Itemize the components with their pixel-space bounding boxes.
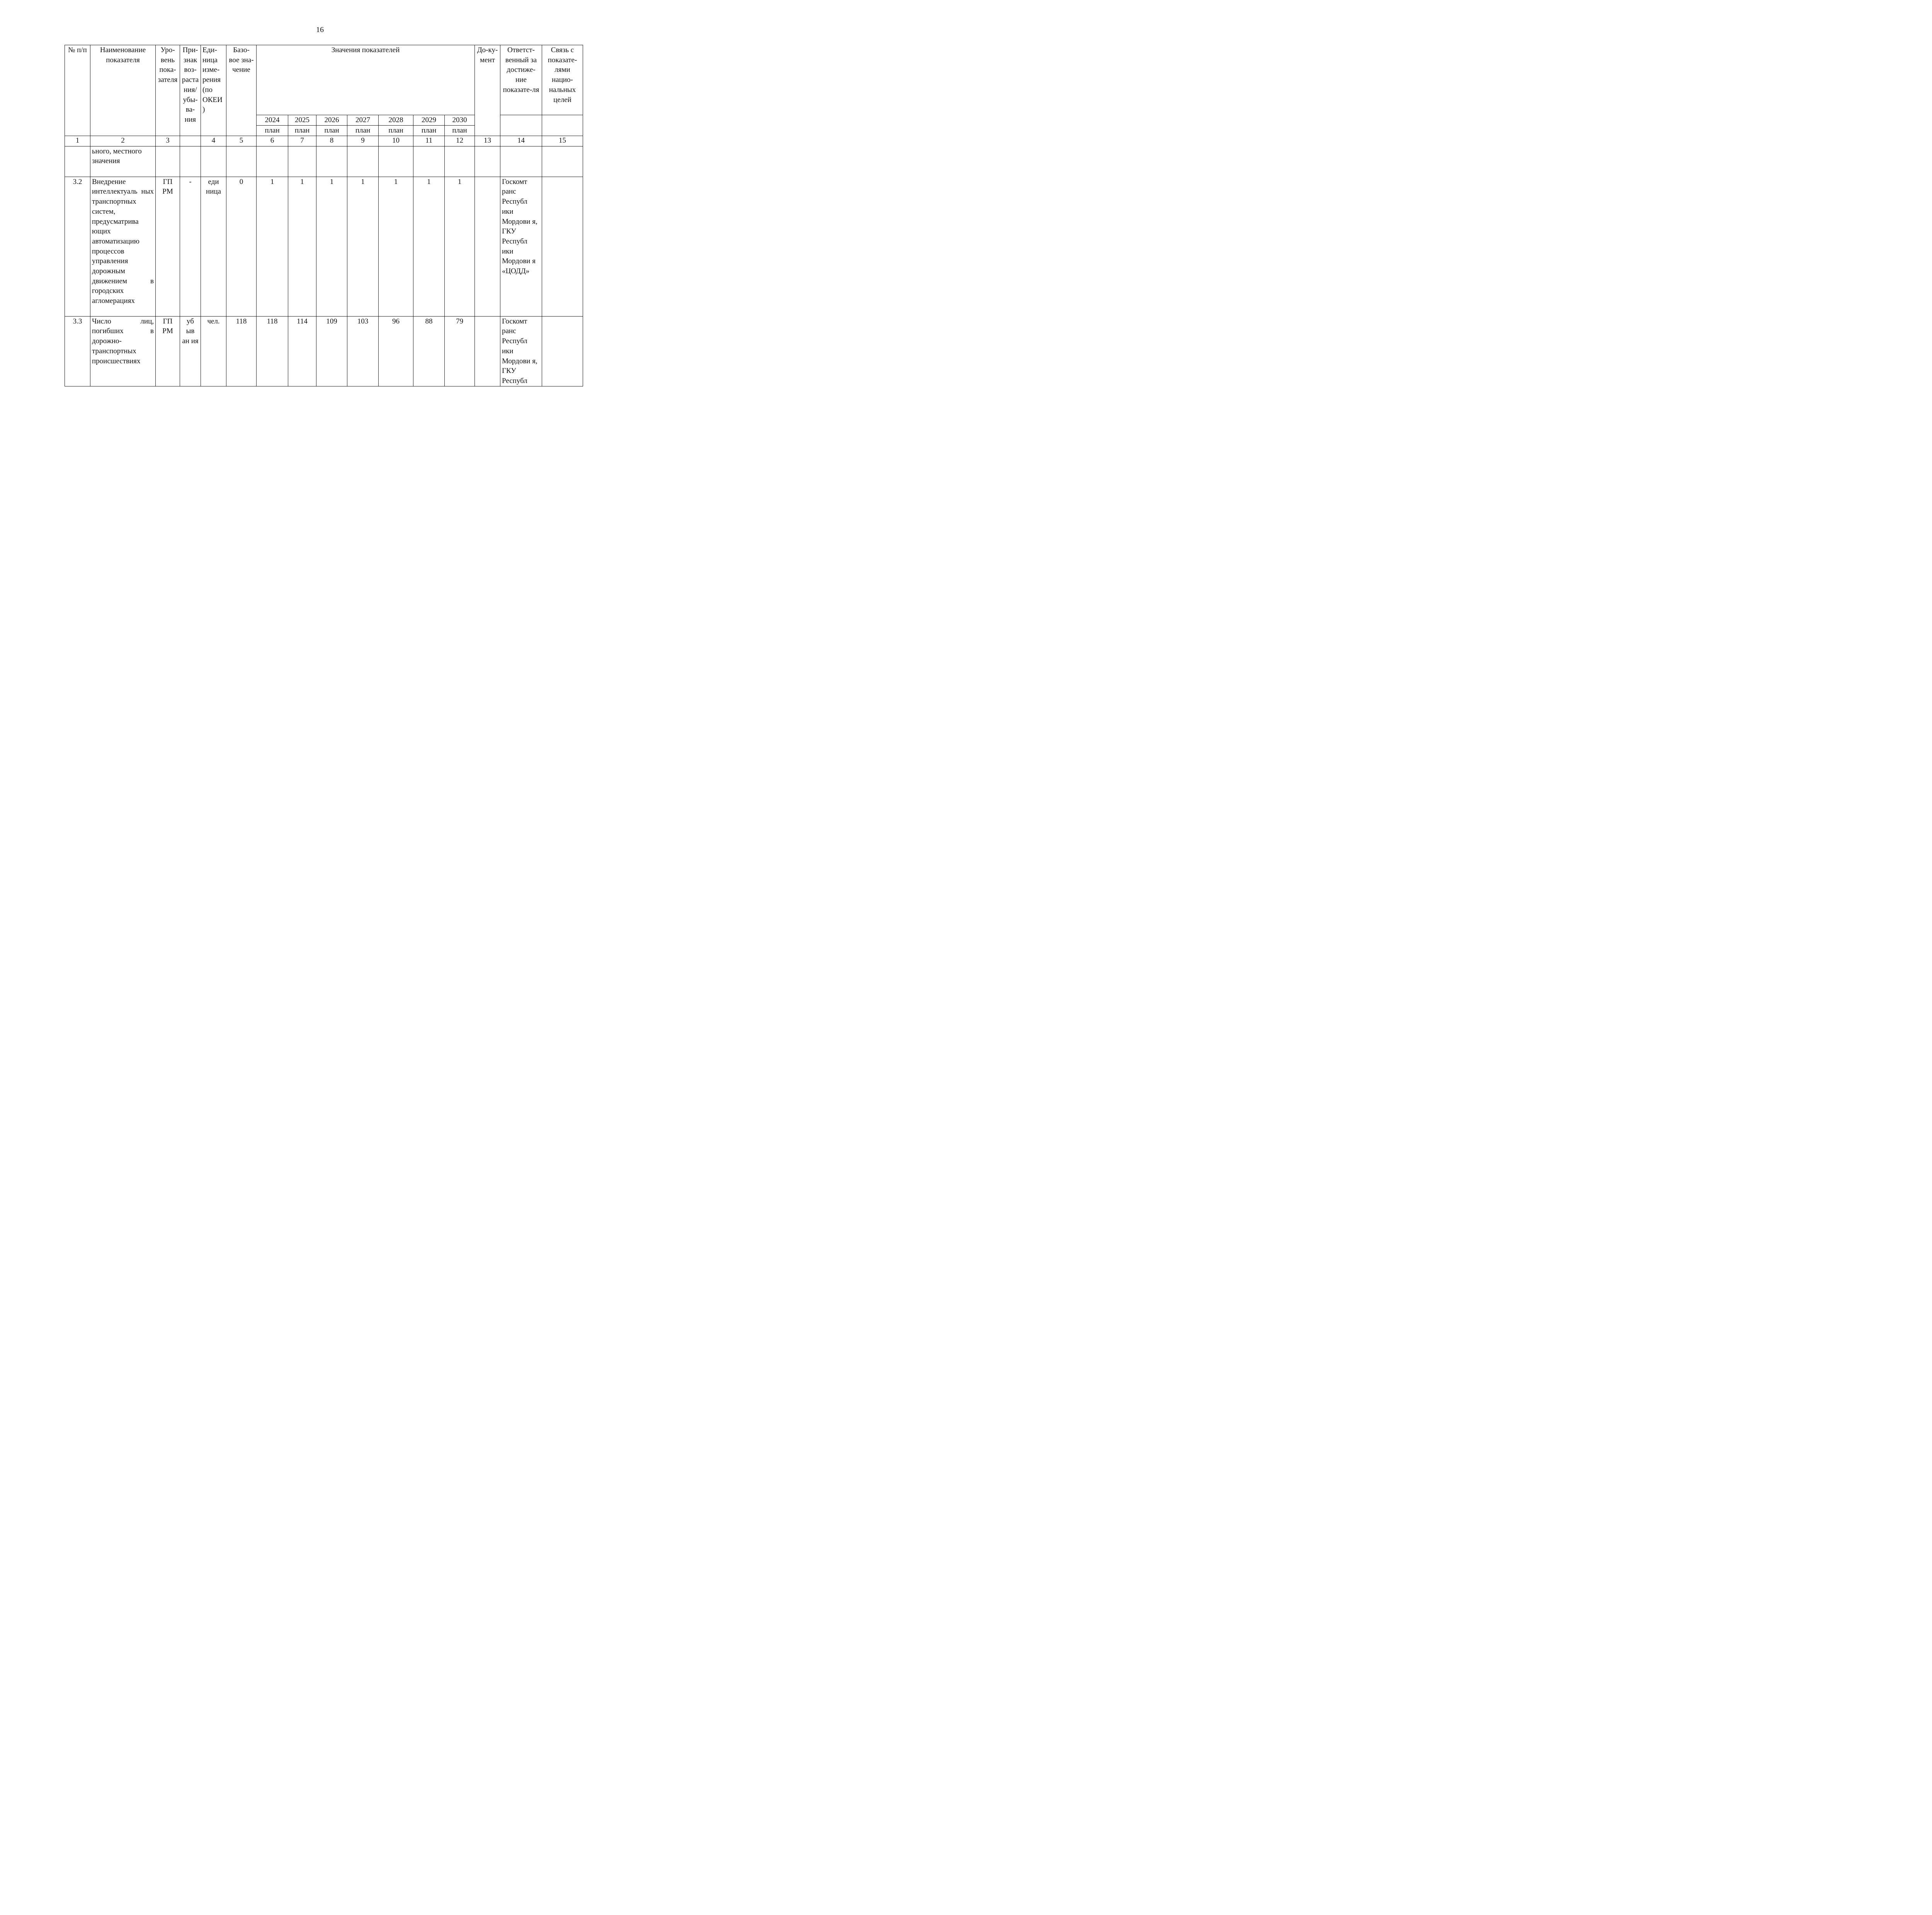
indicator-unit: еди ница: [201, 177, 226, 316]
indicator-link: [542, 316, 583, 386]
indicator-document: [475, 177, 500, 316]
indicator-base: 0: [226, 177, 257, 316]
column-number: 7: [288, 136, 316, 146]
value-2029: 1: [413, 177, 445, 316]
indicator-unit: [201, 146, 226, 177]
header-document: До-ку-мент: [475, 45, 500, 136]
indicators-table: [65, 45, 583, 386]
table-row: [65, 146, 583, 177]
indicator-link: [542, 146, 583, 177]
indicator-base: 118: [226, 316, 257, 386]
column-number: 9: [347, 136, 379, 146]
indicator-responsible: Госкомт ранс Республ ики Мордови я, ГКУ Республ ики Мордови я «ЦОДД»: [500, 177, 542, 316]
indicator-document: [475, 146, 500, 177]
year-2025: 2025: [288, 115, 316, 126]
column-number: 5: [226, 136, 257, 146]
column-number: 4: [201, 136, 226, 146]
year-2030: 2030: [445, 115, 475, 126]
indicator-name: ьного, местного значения: [90, 146, 156, 177]
column-number: 2: [90, 136, 156, 146]
indicator-link: [542, 177, 583, 316]
value-2027: [347, 146, 379, 177]
indicator-sign: уб ыв ан ия: [180, 316, 201, 386]
year-2026: 2026: [316, 115, 347, 126]
header-unit: Еди-ница изме-рения (по ОКЕИ ): [201, 45, 226, 136]
year-2024: 2024: [257, 115, 288, 126]
indicator-responsible: [500, 146, 542, 177]
indicator-sign: [180, 146, 201, 177]
column-number: 13: [475, 136, 500, 146]
header-base: Базо-вое зна-чение: [226, 45, 257, 136]
header-link-blank: [542, 115, 583, 136]
value-2025: 114: [288, 316, 316, 386]
indicator-name: Число лиц, погибших в дорожно-транспортных происшествиях: [90, 316, 156, 386]
column-number: [180, 136, 201, 146]
column-number: 15: [542, 136, 583, 146]
indicator-responsible: Госкомт ранс Республ ики Мордови я, ГКУ Республ: [500, 316, 542, 386]
row-number: [65, 146, 90, 177]
column-number: 11: [413, 136, 445, 146]
year-2028: 2028: [379, 115, 413, 126]
year-2029: 2029: [413, 115, 445, 126]
value-2024: 118: [257, 316, 288, 386]
value-2030: 79: [445, 316, 475, 386]
value-2024: [257, 146, 288, 177]
plan-label: план: [379, 126, 413, 136]
value-2030: 1: [445, 177, 475, 316]
column-number: 10: [379, 136, 413, 146]
value-2026: [316, 146, 347, 177]
value-2028: 1: [379, 177, 413, 316]
plan-label: план: [316, 126, 347, 136]
value-2027: 103: [347, 316, 379, 386]
value-2029: 88: [413, 316, 445, 386]
header-responsible-blank: [500, 115, 542, 136]
value-2027: 1: [347, 177, 379, 316]
plan-label: план: [413, 126, 445, 136]
indicator-level: [156, 146, 180, 177]
column-number: 14: [500, 136, 542, 146]
page-number: 16: [316, 26, 324, 34]
indicator-level: ГП РМ: [156, 316, 180, 386]
value-2024: 1: [257, 177, 288, 316]
header-no: № п/п: [65, 45, 90, 136]
header-sign: При-знак воз-раста ния/ убы-ва-ния: [180, 45, 201, 136]
table-row: [65, 316, 583, 386]
row-number: 3.2: [65, 177, 90, 316]
row-number: 3.3: [65, 316, 90, 386]
indicator-sign: -: [180, 177, 201, 316]
indicator-level: ГП РМ: [156, 177, 180, 316]
table-row: [65, 177, 583, 316]
value-2025: 1: [288, 177, 316, 316]
value-2029: [413, 146, 445, 177]
value-2026: 1: [316, 177, 347, 316]
indicator-base: [226, 146, 257, 177]
header-values: Значения показателей: [257, 45, 475, 115]
column-number: 3: [156, 136, 180, 146]
header-level: Уро-вень пока-зателя: [156, 45, 180, 136]
indicator-document: [475, 316, 500, 386]
year-2027: 2027: [347, 115, 379, 126]
indicator-unit: чел.: [201, 316, 226, 386]
header-responsible: Ответст-венный за достиже-ние показате-ля: [500, 45, 542, 115]
column-number: 8: [316, 136, 347, 146]
column-number: 1: [65, 136, 90, 146]
value-2030: [445, 146, 475, 177]
column-number: 6: [257, 136, 288, 146]
value-2025: [288, 146, 316, 177]
header-link: Связь с показате-лями нацио-нальных целей: [542, 45, 583, 115]
value-2028: 96: [379, 316, 413, 386]
plan-label: план: [288, 126, 316, 136]
value-2028: [379, 146, 413, 177]
header-name: Наименование показателя: [90, 45, 156, 136]
value-2026: 109: [316, 316, 347, 386]
plan-label: план: [347, 126, 379, 136]
column-number: 12: [445, 136, 475, 146]
indicator-name: Внедрение интеллектуаль ных транспортных систем, предусматрива ющих автоматизацию процессов управления дорожным движением в городских агломерациях: [90, 177, 156, 316]
plan-label: план: [257, 126, 288, 136]
plan-label: план: [445, 126, 475, 136]
